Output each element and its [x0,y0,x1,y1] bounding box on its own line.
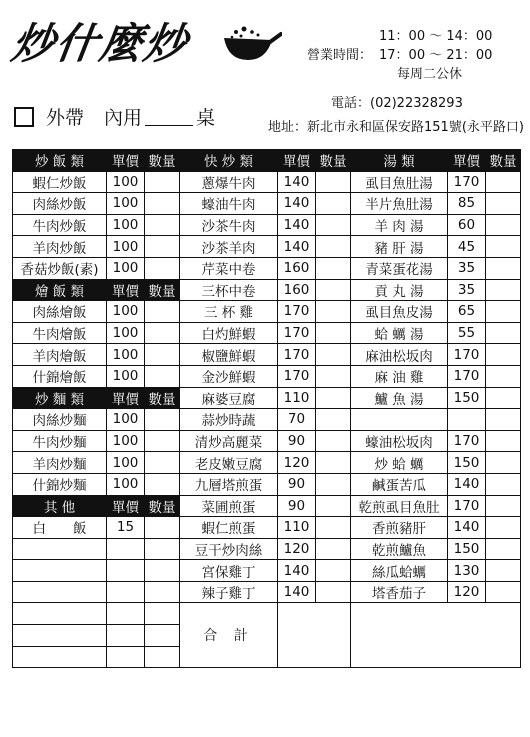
item-name: 塔香茄子 [351,581,448,603]
price-header: 單價 [107,279,145,301]
item-name: 乾煎虱目魚肚 [351,495,448,517]
item-price [107,538,145,560]
item-name: 鱸 魚 湯 [351,387,448,409]
item-name: 虱目魚肚湯 [351,171,448,193]
item-name: 豬 肝 湯 [351,236,448,258]
item-name: 菜圃煎蛋 [180,495,278,517]
quantity-cell[interactable] [316,560,351,582]
quantity-cell[interactable] [316,517,351,539]
item-name: 蛤 蠣 湯 [351,322,448,344]
item-name: 肉絲炒飯 [13,193,107,215]
table-row [13,517,521,539]
category-header: 炒 飯 類 [13,150,107,172]
quantity-cell[interactable] [486,409,521,431]
takeout-checkbox[interactable] [14,107,34,127]
table-row [13,387,521,409]
item-name: 麻 油 雞 [351,365,448,387]
closed-day: 每周二公休 [397,67,463,82]
quantity-cell[interactable] [486,193,521,215]
item-name: 牛肉燴飯 [13,322,107,344]
item-name: 貢 丸 湯 [351,279,448,301]
item-price [448,409,486,431]
table-row [13,322,521,344]
item-price: 15 [107,517,145,539]
item-name: 鹹蛋苦瓜 [351,473,448,495]
table-row [13,344,521,366]
item-price: 90 [278,473,316,495]
quantity-cell[interactable] [316,452,351,474]
item-price [107,560,145,582]
item-name: 什錦炒麵 [13,473,107,495]
item-name [13,581,107,603]
item-name: 蝦仁煎蛋 [180,517,278,539]
table-row [13,301,521,323]
category-header: 其 他 [13,495,107,517]
item-name: 虱目魚皮湯 [351,301,448,323]
order-type [14,103,215,130]
table-row [13,409,521,431]
item-price: 170 [448,344,486,366]
item-name: 沙茶牛肉 [180,214,278,236]
quantity-cell[interactable] [486,581,521,603]
item-name: 金沙鮮蝦 [180,365,278,387]
quantity-cell[interactable] [486,517,521,539]
quantity-cell[interactable] [145,171,180,193]
total-amount[interactable] [278,603,351,668]
lunch-hours: 11：00 ～ 14：00 [379,29,493,44]
address: 地址：新北市永和區保安路151號(永平路口) [268,120,524,135]
table-row [13,473,521,495]
item-name: 肉絲炒麵 [13,409,107,431]
item-name: 蔥爆牛肉 [180,171,278,193]
item-price: 100 [107,236,145,258]
quantity-cell[interactable] [316,473,351,495]
table-row [13,495,521,517]
item-name: 羊肉炒麵 [13,452,107,474]
quantity-cell[interactable] [316,581,351,603]
item-name: 宮保雞丁 [180,560,278,582]
item-name: 白 飯 [13,517,107,539]
item-price: 100 [107,193,145,215]
quantity-cell[interactable] [145,452,180,474]
item-price: 70 [278,409,316,431]
quantity-header: 數量 [145,279,180,301]
item-name: 豆干炒肉絲 [180,538,278,560]
quantity-cell[interactable] [316,257,351,279]
quantity-cell[interactable] [486,473,521,495]
wok-icon [222,26,282,66]
logo-text: 炒什麼炒 [8,19,192,68]
table-row [13,257,521,279]
item-name: 絲瓜蛤蠣 [351,560,448,582]
quantity-header: 數量 [145,495,180,517]
item-name: 清炒高麗菜 [180,430,278,452]
phone: 電話：(02)22328293 [331,96,463,111]
quantity-cell[interactable] [486,236,521,258]
item-name: 辣子雞丁 [180,581,278,603]
item-price: 90 [278,430,316,452]
table-row [13,452,521,474]
item-price: 150 [448,538,486,560]
item-price: 140 [278,560,316,582]
item-name: 三杯中卷 [180,279,278,301]
table-row [13,365,521,387]
item-name [351,409,448,431]
item-price: 170 [448,171,486,193]
item-name: 半片魚肚湯 [351,193,448,215]
item-name: 香煎豬肝 [351,517,448,539]
item-price: 100 [107,344,145,366]
quantity-cell[interactable] [316,322,351,344]
table-row [13,430,521,452]
table-label: 桌 [196,107,216,129]
item-name: 三 杯 雞 [180,301,278,323]
table-row [13,560,521,582]
item-price: 140 [278,193,316,215]
item-price: 150 [448,387,486,409]
price-header: 單價 [107,150,145,172]
item-price: 120 [278,538,316,560]
item-name: 白灼鮮蝦 [180,322,278,344]
item-price: 100 [107,322,145,344]
quantity-cell[interactable] [145,344,180,366]
takeout-label: 外帶 [46,107,85,129]
item-name: 麻油松坂肉 [351,344,448,366]
quantity-cell[interactable] [145,257,180,279]
table-row [13,171,521,193]
hours-label: 營業時間： [307,48,373,63]
dine-in-label: 內用 [104,107,143,129]
quantity-cell[interactable] [486,538,521,560]
item-name: 羊肉燴飯 [13,344,107,366]
quantity-cell[interactable] [145,560,180,582]
quantity-cell[interactable] [316,387,351,409]
item-price: 120 [278,452,316,474]
quantity-cell[interactable] [486,365,521,387]
quantity-header: 數量 [316,150,351,172]
item-name: 乾煎鱸魚 [351,538,448,560]
item-price: 170 [448,365,486,387]
table-row [13,214,521,236]
item-price: 170 [278,344,316,366]
quantity-cell[interactable] [486,301,521,323]
total-label: 合 計 [180,603,278,668]
quantity-cell[interactable] [486,257,521,279]
item-name: 蠔油牛肉 [180,193,278,215]
item-name [13,646,107,668]
quantity-cell[interactable] [486,322,521,344]
item-price: 90 [278,495,316,517]
item-name: 炒 蛤 蠣 [351,452,448,474]
quantity-cell[interactable] [316,538,351,560]
item-name: 芹菜中卷 [180,257,278,279]
item-price: 170 [278,322,316,344]
item-price: 140 [448,473,486,495]
quantity-cell[interactable] [145,473,180,495]
item-price [107,581,145,603]
quantity-cell[interactable] [145,625,180,647]
item-name [13,538,107,560]
item-price: 85 [448,193,486,215]
quantity-cell[interactable] [145,430,180,452]
item-price: 100 [107,171,145,193]
item-price: 140 [278,171,316,193]
quantity-cell[interactable] [486,214,521,236]
table-row [13,538,521,560]
item-name: 羊肉炒飯 [13,236,107,258]
item-name: 老皮嫩豆腐 [180,452,278,474]
category-header: 燴 飯 類 [13,279,107,301]
item-price: 100 [107,365,145,387]
item-name: 什錦燴飯 [13,365,107,387]
price-header: 單價 [107,387,145,409]
menu-order-table [12,149,520,717]
item-price: 140 [278,214,316,236]
quantity-cell[interactable] [316,279,351,301]
quantity-cell[interactable] [316,495,351,517]
item-price: 140 [448,517,486,539]
item-price: 160 [278,279,316,301]
price-header: 單價 [107,495,145,517]
quantity-cell[interactable] [145,365,180,387]
item-price: 65 [448,301,486,323]
category-header: 湯 類 [351,150,448,172]
quantity-cell[interactable] [486,344,521,366]
item-name: 蠔油松坂肉 [351,430,448,452]
quantity-cell[interactable] [316,171,351,193]
quantity-cell[interactable] [486,279,521,301]
quantity-cell[interactable] [316,236,351,258]
quantity-cell[interactable] [145,322,180,344]
item-price: 100 [107,409,145,431]
item-name: 沙茶羊肉 [180,236,278,258]
quantity-cell[interactable] [145,581,180,603]
table-row [13,603,521,625]
quantity-cell[interactable] [145,214,180,236]
category-header: 快 炒 類 [180,150,278,172]
item-name: 青菜蛋花湯 [351,257,448,279]
dinner-hours: 17：00 ～ 21：00 [379,48,493,63]
item-name [13,625,107,647]
item-name: 麻婆豆腐 [180,387,278,409]
item-price: 100 [107,301,145,323]
total-blank [351,603,521,668]
table-row [13,150,521,172]
quantity-header: 數量 [486,150,521,172]
item-name [13,603,107,625]
item-price: 140 [278,581,316,603]
restaurant-logo [8,14,192,74]
item-price: 55 [448,322,486,344]
quantity-header: 數量 [145,387,180,409]
quantity-cell[interactable] [145,193,180,215]
quantity-cell[interactable] [316,193,351,215]
quantity-cell[interactable] [486,495,521,517]
item-price [107,646,145,668]
quantity-cell[interactable] [486,171,521,193]
item-price: 100 [107,473,145,495]
item-price: 170 [278,365,316,387]
item-name: 椒鹽鮮蝦 [180,344,278,366]
quantity-cell[interactable] [486,452,521,474]
quantity-header: 數量 [145,150,180,172]
quantity-cell[interactable] [486,430,521,452]
item-name: 牛肉炒飯 [13,214,107,236]
quantity-cell[interactable] [316,214,351,236]
quantity-cell[interactable] [145,603,180,625]
table-row [13,236,521,258]
item-price: 130 [448,560,486,582]
item-price: 100 [107,430,145,452]
item-name: 蝦仁炒飯 [13,171,107,193]
quantity-cell[interactable] [316,409,351,431]
table-number-blank[interactable] [145,107,193,126]
item-price: 120 [448,581,486,603]
quantity-cell[interactable] [145,517,180,539]
quantity-cell[interactable] [145,646,180,668]
item-price: 160 [278,257,316,279]
quantity-cell[interactable] [145,236,180,258]
item-name: 牛肉炒麵 [13,430,107,452]
quantity-cell[interactable] [486,387,521,409]
item-price: 150 [448,452,486,474]
quantity-cell[interactable] [316,344,351,366]
item-price: 170 [448,430,486,452]
item-name: 肉絲燴飯 [13,301,107,323]
item-name: 香菇炒飯(素) [13,257,107,279]
item-price [107,603,145,625]
quantity-cell[interactable] [145,538,180,560]
price-header: 單價 [278,150,316,172]
item-price: 45 [448,236,486,258]
quantity-cell[interactable] [316,365,351,387]
quantity-cell[interactable] [145,409,180,431]
quantity-cell[interactable] [316,301,351,323]
quantity-cell[interactable] [316,430,351,452]
item-name: 羊 肉 湯 [351,214,448,236]
item-price: 110 [278,387,316,409]
item-price: 170 [278,301,316,323]
table-row [13,193,521,215]
item-name: 蒜炒時蔬 [180,409,278,431]
item-name: 九層塔煎蛋 [180,473,278,495]
quantity-cell[interactable] [486,560,521,582]
item-price: 100 [107,214,145,236]
item-price: 110 [278,517,316,539]
quantity-cell[interactable] [145,301,180,323]
item-price: 100 [107,452,145,474]
item-price: 35 [448,257,486,279]
item-price: 170 [448,495,486,517]
item-price: 100 [107,257,145,279]
item-price: 35 [448,279,486,301]
table-row [13,279,521,301]
item-name [13,560,107,582]
item-price [107,625,145,647]
table-row [13,581,521,603]
item-price: 60 [448,214,486,236]
price-header: 單價 [448,150,486,172]
item-price: 140 [278,236,316,258]
category-header: 炒 麵 類 [13,387,107,409]
